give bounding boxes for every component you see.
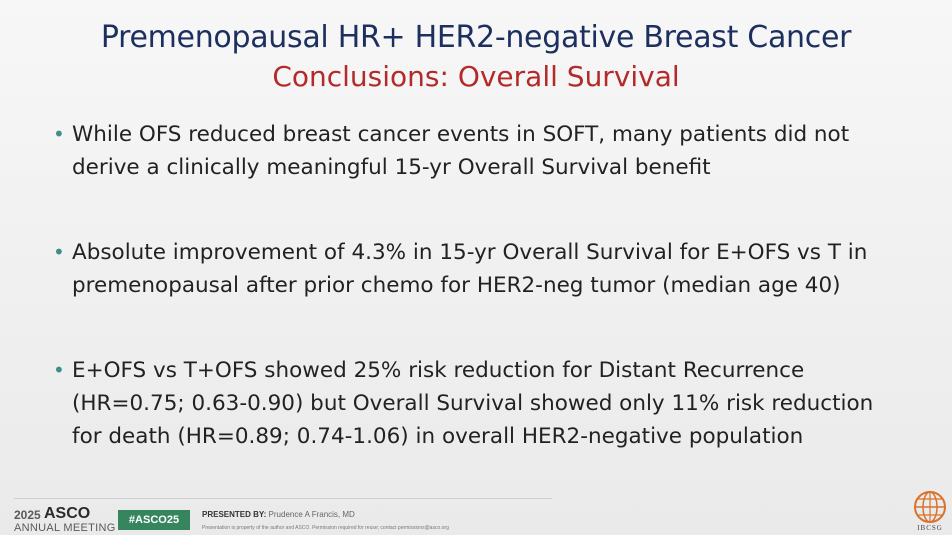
bullet-dot-icon: • [53,358,65,382]
bullet-line: premenopausal after prior chemo for HER2-neg tumor (median age 40) [72,273,841,298]
ibcsg-globe-logo [912,490,948,535]
asco-logo [14,505,116,534]
bullet-line: for death (HR=0.89; 0.74-1.06) in overall HER2-negative population [72,424,804,449]
asco-name: ASCO [44,505,91,522]
bullet-item [48,354,928,453]
presenter-name: Prudence A Francis, MD [268,510,355,519]
bullet-item [48,236,928,302]
asco-year: 2025 [14,508,41,522]
presented-by [202,510,355,519]
bullet-line: While OFS reduced breast cancer events in SOFT, many patients did not [72,122,850,147]
logo-text: IBCSG [917,524,943,532]
bullet-list [48,118,928,505]
bullet-item [48,118,928,184]
bullet-dot-icon: • [53,122,65,146]
slide-title: Premenopausal HR+ HER2-negative Breast Cancer [100,20,852,55]
bullet-line: E+OFS vs T+OFS showed 25% risk reduction for Distant Recurrence [72,358,805,383]
footer-divider [14,498,552,499]
bullet-line: derive a clinically meaningful 15-yr Overall Survival benefit [72,155,711,180]
disclaimer: Presentation is property of the author and ASCO. Permission required for reuse; contact permissions@asco.org [202,525,449,531]
presented-by-label: PRESENTED BY: [202,510,267,519]
hashtag-badge: #ASCO25 [118,510,190,530]
globe-icon [912,490,948,524]
bullet-dot-icon: • [53,240,65,264]
slide-subtitle: Conclusions: Overall Survival [272,60,680,93]
bullet-line: (HR=0.75; 0.63-0.90) but Overall Survival showed only 11% risk reduction [72,391,874,416]
bullet-line: Absolute improvement of 4.3% in 15-yr Overall Survival for E+OFS vs T in [72,240,868,265]
asco-subtitle: ANNUAL MEETING [14,522,116,534]
